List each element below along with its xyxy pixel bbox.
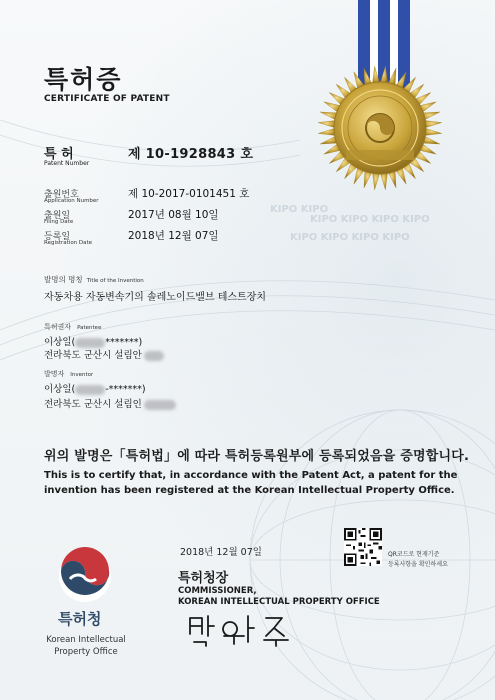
registration-date-value: 2018년 12월 07일 bbox=[128, 230, 219, 242]
patent-number-label: 특 허 bbox=[44, 147, 74, 162]
kipo-logo-name: 특허청 bbox=[58, 610, 102, 628]
watermark-text: KIPO KIPO bbox=[270, 204, 329, 215]
invention-title-label: 발명의 명칭 Title of the Invention bbox=[44, 275, 144, 284]
kipo-logo-name-en: Korean Intellectual Property Office bbox=[46, 635, 126, 657]
patent-number-label-en: Patent Number bbox=[44, 160, 90, 167]
redacted-address bbox=[144, 400, 176, 410]
application-number-label-en: Application Number bbox=[44, 198, 99, 204]
patentee-name: 이상일( *******) bbox=[44, 337, 143, 348]
redacted-address bbox=[144, 351, 164, 361]
qr-instruction: QR코드로 현재기준 등록사항을 확인하세요 bbox=[388, 551, 448, 568]
commissioner-title-en: COMMISSIONER, KOREAN INTELLECTUAL PROPERTY OFFICE bbox=[178, 586, 380, 607]
issue-date: 2018년 12월 07일 bbox=[180, 547, 262, 558]
qr-code[interactable] bbox=[344, 528, 382, 566]
patentee-label: 특허권자 Patentee bbox=[44, 323, 102, 331]
certification-statement-ko: 위의 발명은「특허법」에 따라 특허등록원부에 등록되었음을 증명합니다. bbox=[44, 449, 470, 464]
watermark-text: KIPO KIPO KIPO KIPO bbox=[310, 214, 430, 225]
patentee-address: 전라북도 군산시 설림안 bbox=[44, 347, 164, 361]
application-number-label: 출원번호 bbox=[44, 190, 79, 200]
commissioner-title: 특허청장 bbox=[178, 571, 229, 586]
inventor-address: 전라북도 군산시 설림인 bbox=[44, 396, 176, 410]
redacted-id bbox=[75, 338, 105, 348]
redacted-id bbox=[75, 385, 105, 395]
invention-title: 자동차용 자동변속기의 솔레노이드밸브 테스트장치 bbox=[44, 292, 267, 303]
filing-date-value: 2017년 08월 10일 bbox=[128, 209, 219, 221]
commissioner-signature bbox=[186, 612, 306, 648]
filing-date-label-en: Filing Date bbox=[44, 219, 74, 225]
certificate-title: 특허증 bbox=[44, 65, 123, 94]
inventor-name: 이상일( -*******) bbox=[44, 384, 146, 395]
inventor-label: 발명자 Inventor bbox=[44, 370, 94, 378]
kipo-logo-icon bbox=[50, 545, 120, 607]
certification-statement-en: This is to certify that, in accordance with the Patent Act, a patent for the invention has been registered at the Korean Intellectual Property Office. bbox=[44, 470, 458, 496]
patent-number-value: 제 10-1928843 호 bbox=[128, 147, 254, 162]
registration-date-label: 등록일 bbox=[44, 232, 71, 242]
gold-seal bbox=[316, 64, 444, 192]
registration-date-label-en: Registration Date bbox=[44, 240, 93, 246]
filing-date-label: 출원일 bbox=[44, 211, 71, 221]
application-number-value: 제 10-2017-0101451 호 bbox=[128, 188, 250, 200]
certificate-subtitle: CERTIFICATE OF PATENT bbox=[44, 94, 170, 104]
watermark-text: KIPO KIPO KIPO KIPO bbox=[290, 232, 410, 243]
